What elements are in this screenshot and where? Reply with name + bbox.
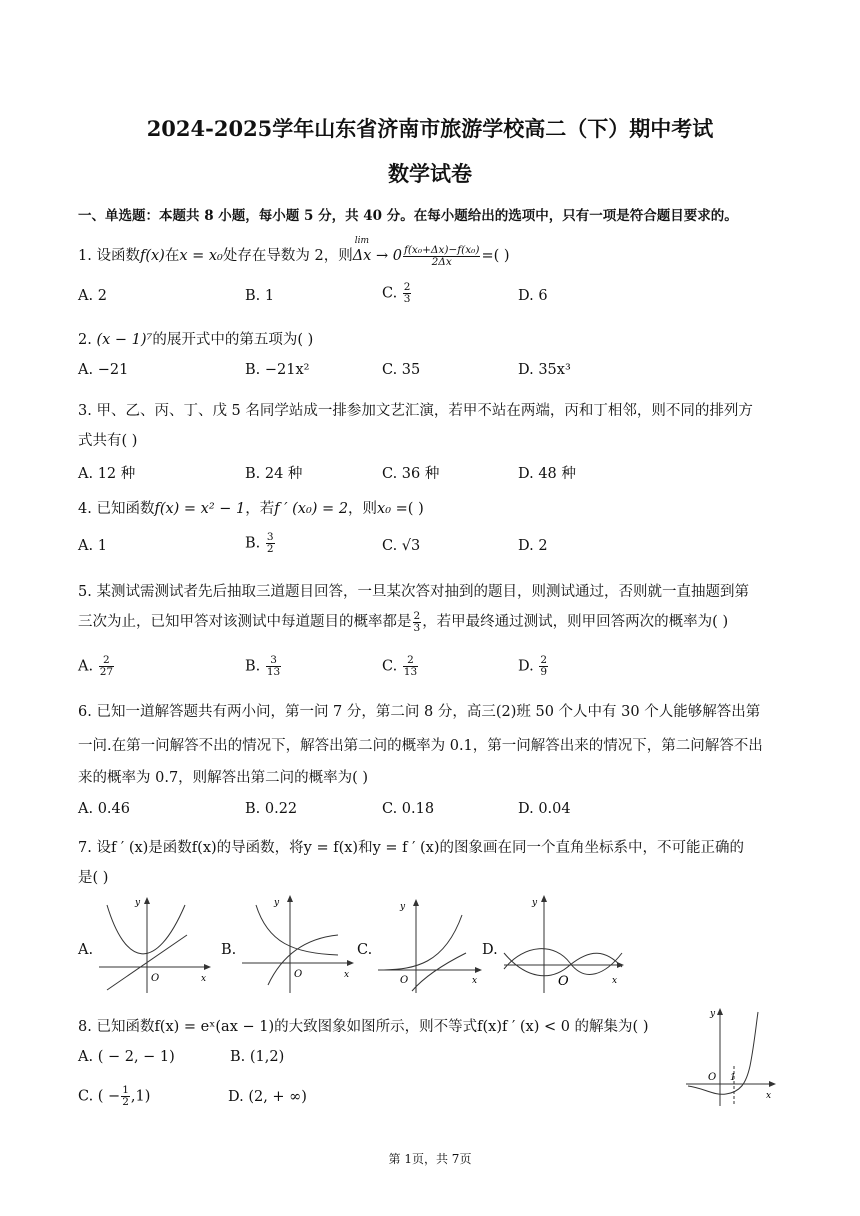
svg-text:O: O [400,975,409,986]
q4-option-d: D. 2 [518,538,548,554]
q4-option-a: A. 1 [78,538,107,554]
page-subtitle: 数学试卷 [388,161,472,186]
q3-option-a: A. 12 种 [78,466,136,482]
section-heading: 一、单选题：本题共 8 小题，每小题 5 分，共 40 分。在每小题给出的选项中，只有一项是符合题目要求的。 [78,208,738,224]
q5-option-a: A. $\frac{2}{27}$ [78,654,114,678]
q8-option-d: D. (2, + ∞) [228,1089,307,1105]
graph-label-one: 1 [730,1073,736,1083]
question-7-line-2: 是( ) [78,870,109,886]
svg-text:y: y [274,898,280,908]
q3-option-d: D. 48 种 [518,466,576,482]
q1-option-c: C. $\frac{2}{3}$ [382,281,411,305]
svg-text:O: O [294,969,303,980]
q2-option-a: A. −21 [78,362,129,378]
q2-option-d: D. 35x³ [518,362,571,378]
q2-option-c: C. 35 [382,362,421,378]
q6-option-b: B. 0.22 [245,801,298,817]
axis-x-label: x [201,974,207,984]
q8-graph [684,1006,784,1112]
axis-y-label: y [135,898,141,908]
question-4: 4. 已知函数f(x) = x² − 1，若f ′ (x₀) = 2，则x₀ =( ) [78,501,424,517]
q3-option-b: B. 24 种 [245,466,303,482]
q7-option-d: D. [482,942,498,958]
svg-text:x: x [472,976,478,986]
q6-option-c: C. 0.18 [382,801,435,817]
origin-label: O [151,973,160,984]
question-6-line-3: 来的概率为 0.7，则解答出第二问的概率为( ) [78,770,369,786]
q7-option-b: B. [221,942,237,958]
q4-option-b: B. $\frac{3}{2}$ [245,531,274,555]
question-3-line-2: 式共有( ) [78,433,138,449]
q1-option-b: B. 1 [245,288,275,304]
q7-graph-a [95,895,215,995]
q7-option-c: C. [357,942,373,958]
question-8: 8. 已知函数f(x) = eˣ(ax − 1)的大致图象如图所示，则不等式f(x)f ′ (x) < 0 的解集为( ) [78,1019,649,1035]
svg-text:O: O [708,1072,717,1083]
q7-graph-c [374,895,484,995]
q1-option-a: A. 2 [78,288,107,304]
question-3-line-1: 3. 甲、乙、丙、丁、戊 5 名同学站成一排参加文艺汇演，若甲不站在两端，丙和丁相邻，则不同的排列方 [78,403,753,419]
q8-option-b: B. (1,2) [230,1049,285,1065]
q8-option-a: A. ( − 2, − 1) [78,1049,175,1065]
q7-graph-b [238,893,358,995]
q5-option-c: C. $\frac{2}{13}$ [382,654,418,678]
svg-text:y: y [400,902,406,912]
q5-option-d: D. $\frac{2}{9}$ [518,654,548,678]
svg-text:O: O [558,974,569,989]
question-6-line-1: 6. 已知一道解答题共有两小问，第一问 7 分，第二问 8 分，高三(2)班 50 个人中有 30 个人能够解答出第 [78,704,761,720]
svg-text:y: y [710,1009,716,1019]
q7-graph-d [500,893,630,995]
question-5-line-2: 三次为止，已知甲答对该测试中每道题目的概率都是 $\frac{2}{3}$ ，若甲最终通过测试，则甲回答两次的概率为( ) [78,609,729,634]
q1-option-d: D. 6 [518,288,548,304]
q2-option-b: B. −21x² [245,362,310,378]
q8-option-c: C. ( − $\frac{1}{2}$ ,1) [78,1084,151,1108]
q5-option-b: B. $\frac{3}{13}$ [245,654,281,678]
question-5-line-1: 5. 某测试需测试者先后抽取三道题目回答，一旦某次答对抽到的题目，则测试通过，否则就一直抽题到第 [78,584,749,600]
svg-text:x: x [612,976,618,986]
question-7-line-1: 7. 设f ′ (x)是函数f(x)的导函数，将y = f(x)和y = f ′ (x)的图象画在同一个直角坐标系中，不可能正确的 [78,840,745,856]
q6-option-a: A. 0.46 [78,801,130,817]
svg-text:x: x [766,1091,772,1101]
question-1: 1. 设函数f(x)在x = x₀处存在导数为 2，则 lim Δx → 0 $\frac{\text{f(x₀+Δx)−f(x₀)}}{2\Delta x}$ =( ) [78,236,510,268]
q4-option-c: C. √3 [382,538,421,554]
question-2: 2. (x − 1)⁷的展开式中的第五项为( ) [78,332,314,348]
q3-option-c: C. 36 种 [382,466,440,482]
svg-text:x: x [344,970,350,980]
question-6-line-2: 一问.在第一问解答不出的情况下，解答出第二问的概率为 0.1，第一问解答出来的情况下，第二问解答不出 [78,738,763,754]
q6-option-d: D. 0.04 [518,801,571,817]
page-footer: 第 1页，共 7页 [388,1152,472,1166]
q7-option-a: A. [78,942,94,958]
page-title: 2024-2025学年山东省济南市旅游学校高二（下）期中考试 [146,116,714,141]
svg-text:y: y [532,898,538,908]
